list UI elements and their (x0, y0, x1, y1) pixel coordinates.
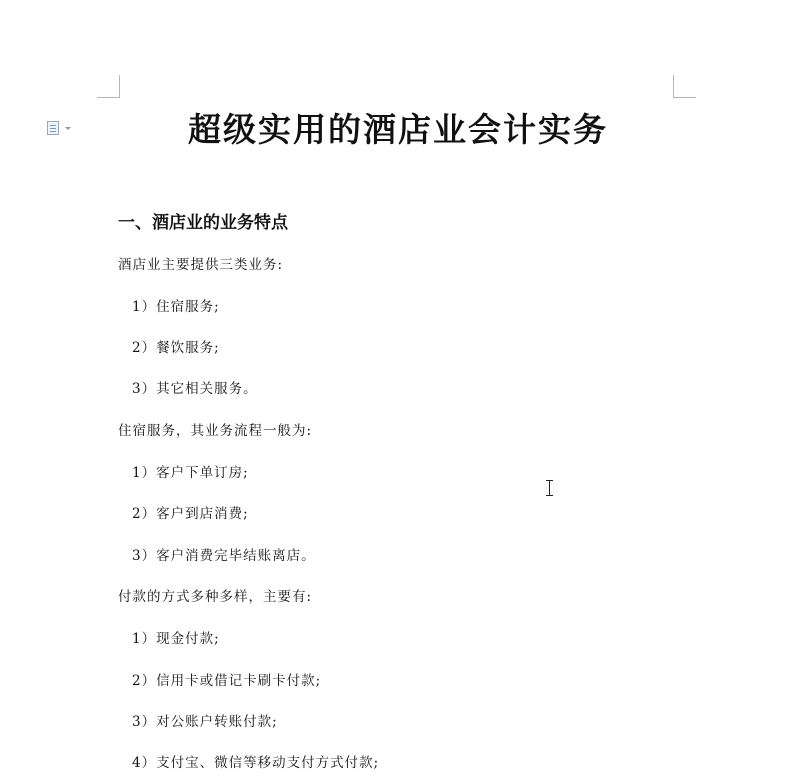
list-item[interactable]: 3）客户消费完毕结账离店。 (132, 548, 316, 564)
list-item[interactable]: 1）现金付款; (132, 631, 220, 647)
list-item[interactable]: 1）住宿服务; (132, 299, 220, 315)
list-item[interactable]: 2）信用卡或借记卡刷卡付款; (132, 673, 322, 689)
list-item[interactable]: 1）客户下单订房; (132, 465, 249, 481)
list-item[interactable]: 4）支付宝、微信等移动支付方式付款; (132, 755, 380, 771)
list-item[interactable]: 2）餐饮服务; (132, 340, 220, 356)
body-paragraph[interactable]: 酒店业主要提供三类业务: (118, 257, 284, 273)
list-item[interactable]: 3）其它相关服务。 (132, 381, 258, 397)
body-paragraph[interactable]: 住宿服务，其业务流程一般为: (118, 423, 313, 439)
list-item[interactable]: 2）客户到店消费; (132, 506, 249, 522)
text-cursor-icon (545, 480, 554, 496)
margin-corner-top-right (673, 75, 696, 98)
list-item[interactable]: 3）对公账户转账付款; (132, 714, 278, 730)
body-paragraph[interactable]: 付款的方式多种多样，主要有: (118, 589, 313, 605)
margin-corner-top-left (97, 75, 120, 98)
document-title[interactable]: 超级实用的酒店业会计实务 (188, 110, 608, 149)
section-heading[interactable]: 一、酒店业的业务特点 (118, 213, 288, 233)
